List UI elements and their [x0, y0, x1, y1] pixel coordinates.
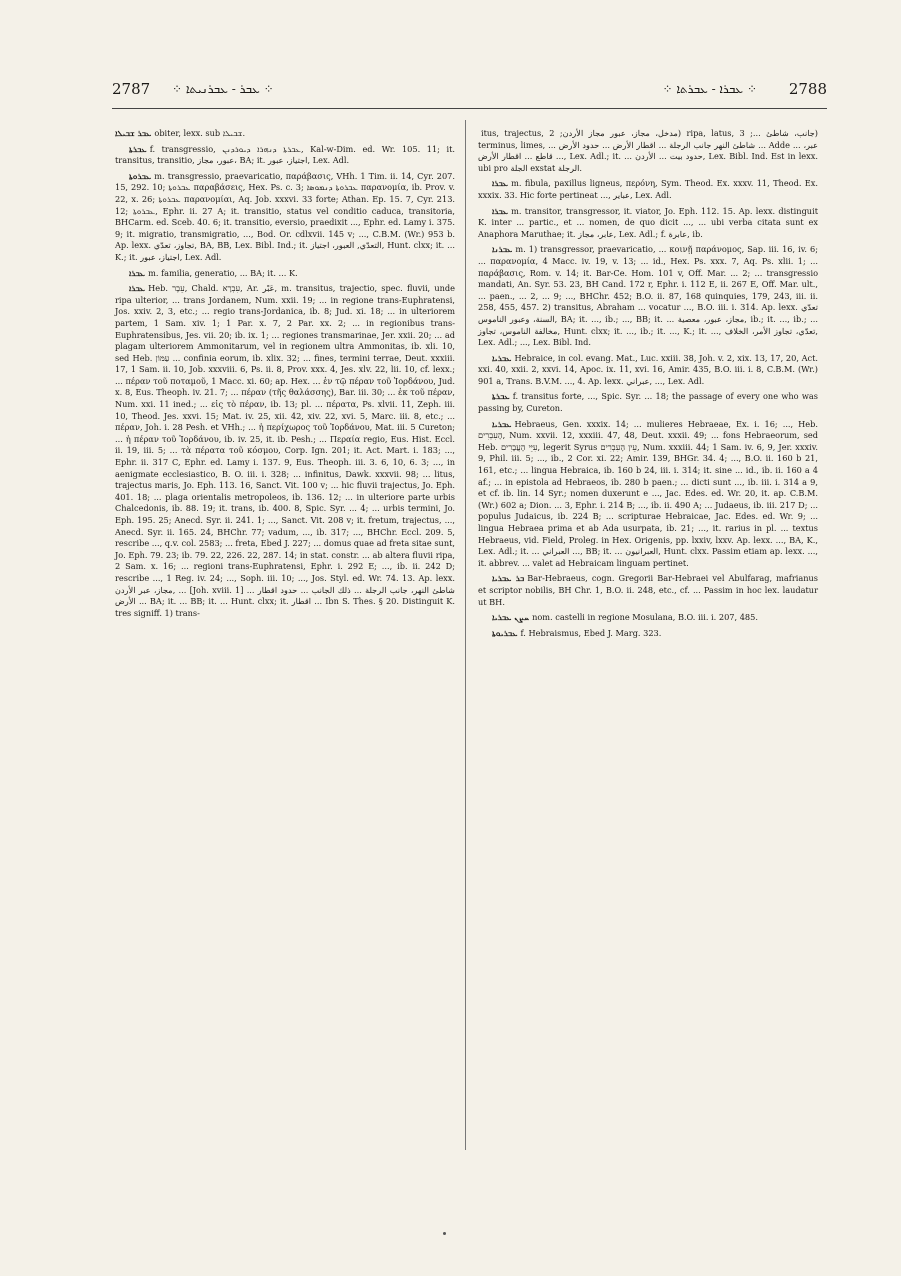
- left-column: [115, 128, 455, 623]
- entry-text: Bar-Hebraeus, cogn. Gregorii Bar-Hebraei vel Abulfarag, mafrianus et scriptor nobilis, BH Chr. 1, B.O. ii. 248, etc., cf. ... Passim in hoc lex. laudatur ut BH.: [478, 573, 818, 607]
- entry-text: f. transitus forte, ..., Spic. Syr. ... 18; the passage of every one who was passing by, Cureton.: [478, 391, 818, 414]
- entry-text: Hebraice, in col. evang. Mat., Luc. xxiii. 38, Joh. v. 2, xix. 13, 17, 20, Act. xxi. 40, xxii. 2, xxvi. 14, Apoc. ix. 11, xvi. 16, Amir. 435, B.O. iii. i. 8, C.B.M. (Wr.) 901 a, Trans. B.V.M. ..., 4. Ap. lexx. عبراني, ..., Lex. Adl.: [478, 352, 818, 386]
- entry-headword: ܥܒܪܐ: [492, 178, 509, 189]
- entry-text: m. fibula, paxillus ligneus, περόνη, Sym. Theod. Ex. xxxv. 11, Theod. Ex. xxxix. 33. Hic forte pertineat ..., عباير, Lex. Adl.: [478, 178, 818, 200]
- dictionary-entry: [478, 391, 818, 414]
- header-rule: [112, 108, 827, 109]
- entry-headword: ܥܒܪܬܐ: [492, 391, 510, 402]
- dictionary-entry: [478, 419, 818, 570]
- dictionary-entry: [478, 206, 818, 241]
- entry-text: itus, trajectus, مدخل، مجاز، عبور مجاز الأردن; 2) ripa, latus, جانب، شاطئ ...; 3) terminus, limes, ... شاطئ النهر جانب الرجلة ... اقطار الأرض ... حدود الأرض ... Adde ... عبر، قاطع ... اقطار الأرض ..., Lex. Adl.; it. ... حدود بيت ... الأردن, Lex. Bibl. Ind. Est in lexx. ubi pro الجلة exstat الرجلة.: [478, 128, 818, 173]
- dictionary-entry: [478, 353, 818, 388]
- running-head-left: ⁘ ܥܒܪ - ܥܒܪܢܝܬܐ ⁘: [172, 82, 274, 96]
- dictionary-entry: [478, 628, 818, 640]
- right-column: [478, 128, 818, 643]
- entry-headword: ܥܒܪܘܬܐ: [129, 170, 152, 181]
- entry-text: f. transgressio, ܥܒܪܬܐ ܕܢܗܪܐ ܕܝܘܪܕܢܢ, Kal-w-Dim. ed. Wr. 105. 11; it. transitus, transitio, عبور، مجاز، BA; it. اجتياز، عبور, Lex. Adl.: [115, 143, 455, 166]
- entry-headword: ܚܨܢ ܥܒܪܝܐ: [492, 612, 530, 623]
- entry-headword: ܥܒܪܝܘܬܐ: [492, 627, 518, 638]
- entry-headword: ܥܒܪܝܐ: [492, 352, 512, 363]
- entry-headword: ܥܒܪ ܫܒܝܠܐ: [115, 128, 152, 138]
- entry-headword: ܥܒܪܐ: [129, 283, 146, 294]
- entry-headword: ܥܒܪܐ: [129, 267, 146, 278]
- entry-headword: ܥܒܪܬܐ: [129, 143, 147, 154]
- entry-text: m. transitor, transgressor, it. viator, Jo. Eph. 112. 15. Ap. lexx. distinguit K. inter ... partic., et ... nomen, de quo dicit ..., ... ubi verba citata sunt ex Anaphora Maruthae; it. عابر، مجاز, Lex. Adl.; f. عابرة, ib.: [478, 205, 818, 239]
- entry-headword: ܒܪ ܥܒܪܝܐ: [492, 573, 525, 584]
- dictionary-entry: [478, 573, 818, 608]
- entry-text: nom. castelli in regione Mosulana, B.O. iii. i. 207, 485.: [532, 612, 758, 623]
- entry-headword: ܥܒܪܢܐ: [492, 244, 513, 255]
- entry-text: Hebraeus, Gen. xxxix. 14; ... mulieres Hebraeae, Ex. i. 16; ..., Heb. הָעִבְרִים, Num. xxvii. 12, xxxiii. 47, 48, Deut. xxxii. 49; ... fons Hebraeorum, sed Heb. עִיֵּי הָעֲבָרִים, legerit Syrus עֵין הָעִבְרִים, Num. xxxiii. 44; 1 Sam. iv. 6, 9, Jer. xxxiv. 9, Phil. iii. 5; ..., ib., 2 Cor. xi. 22; Amir. 139, BHGr. 34. 4; ..., B.O. ii. 160 b 21, 161, etc.; ... lingua Hebraica, ib. 160 b 24, iii. i. 314; it. sine ... id., ib. ii. 160 a 4 af.; ... in epistola ad Hebraeos, ib. 280 b paen.; ... dicti sunt ..., ib. iii. i. 314 a 9, et cf. ib. lin. 14 Syr.; nomen duxerunt e ..., Jac. Edes. ed. Wr. 20, it. ap. C.B.M. (Wr.) 602 a; Dion. ... 3, Ephr. i. 214 B; ..., ib. ii. 490 A; ... Judaeus, ib. iii. 217 D; ... populus Judaicus, ib. 224 B; ... scripturae Hebraicae, Jac. Edes. ed. Wr. 9; ... lingua Hebraea prima et ab Ada usurpata, ib. 21; ..., it. rarius in pl. ... textus Hebraeus, vid. Field, Proleg. in Hex. Origenis, pp. lxxiv, lxxv. Ap. lexx. ..., BA, K., Lex. Adl.; it. ... العبراني ..., BB; it. ... العبرانيون, Hunt. clxx. Passim etiam ap. lexx. ..., it. abbrev. ... valet ad Hebraicam linguam pertinet.: [478, 418, 818, 568]
- dictionary-entry: [478, 612, 818, 624]
- dictionary-entry: [115, 128, 455, 140]
- entry-headword: ܥܒܪܝܐ: [492, 418, 512, 429]
- running-head-right: ⁘ ܥܒܪܐ - ܥܒܪܬܐ ⁘: [662, 82, 757, 96]
- dictionary-entry: [478, 128, 818, 174]
- entry-text: m. 1) transgressor, praevaricatio, ... κοινῇ παράνομος, Sap. iii. 16, iv. 6; ... παρανομία, 4 Macc. iv. 19, v. 13; ... id., Hex. Ps. xxx. 7, Aq. Ps. xlii. 1; ... παράβασις, Rom. v. 14; it. Bar-Ce. Hom. 101 v, Off. Mar. ... 2; ... transgressio mandati, An. Syr. 53. 23, BH Cand. 172 r, Ephr. i. 112 E, ii. 267 E, Off. Mar. ult., ... paen., ... 2, ... 9; ..., BHChr. 452; B.O. ii. 87, 168 quinquies, 179, 243, iii. ii. 258, 455, 457. 2) transitus, Abraham ... vocatur ..., B.O. iii. i. 314. Ap. lexx. تعدّي السنة، وعبور الناموس, BA; it. ..., ib.; ..., BB; it. ... مجاز، عبور، معصية, ib.; it. ..., ib.; ... مخالفة الناموس، تجاوز, Hunt. clxx; it. ..., ib.; it. ..., K.; it. ..., تعدّي، تجاوز الأمر، الخلاف, Lex. Adl.; ..., Lex. Bibl. Ind.: [478, 244, 818, 348]
- dictionary-entry: [115, 268, 455, 280]
- page-mark: [443, 1232, 446, 1235]
- page-number-left: 2787: [112, 80, 151, 98]
- dictionary-entry: [478, 178, 818, 201]
- dictionary-entry: [115, 283, 455, 619]
- dictionary-entry: [115, 144, 455, 167]
- entry-headword: ܥܒܪܐ: [492, 205, 509, 216]
- entry-text: Heb. עֵבֶר, Chald. עִבְרָא, Ar. عَبْر, m. transitus, trajectio, spec. fluvii, unde ripa ulterior, ... trans Jordanem, Num. xxii. 19; ... in regione trans-Euphratensi, Jos. xxiv. 2, 3, etc.; ... regio trans-Jordanica, ib. 8; Jud. xi. 18; ... in ulteriorem partem, 1 Sam. xiv. 1; 1 Par. x. 7, 2 Par. xx. 2; ... in regionibus trans-Euphratensibus, Jes. vii. 20; ib. ix. 1; ... regiones transmarinae, Jer. xxii. 20; ... ad plagam ulteriorem Ammonitarum, vel in regionem ultra Ammonitas, ib. xli. 10, sed Heb. עַמּוֹן ... confinia eorum, ib. xlix. 32; ... fines, termini terrae, Deut. xxxiii. 17, 1 Sam. ii. 10, Job. xxxviii. 6, Ps. ii. 8, Prov. xxx. 4, Jes. xlv. 22, lii. 10, cf. lexx.; ... πέραν τοῦ ποταμοῦ, 1 Macc. xi. 60; ap. Hex. ... ἐν τῷ πέραν τοῦ Ἰορδάνου, Jud. x. 8, Eus. Theoph. iv. 21. 7; ... πέραν (τῆς θαλάσσης), Bar. iii. 30; ... ἐκ τοῦ πέραν, Num. xxi. 11 ined.; ... εἰς τὸ πέραν, ib. 13; pl. ... πέρατα, Ps. xlvii. 11, Zeph. iii. 10, Theod. Jes. xxvi. 15; Mat. iv. 25, xii. 42, xiv. 22, xvi. 5, Marc. iii. 8, etc.; ... πέραν, Joh. i. 28 Pesh. et VHh.; ... ἡ περίχωρος τοῦ Ἰορδάνου, Mat. iii. 5 Cureton; ... ἡ πέραν τοῦ Ἰορδάνου, ib. iv. 25, it. ib. Pesh.; ... Περαία regio, Eus. Hist. Eccl. ii. 19, iii. 5; ... τὰ πέρατα τοῦ κόσμου, Corp. Ign. 201; it. Act. Mart. i. 183; ..., Ephr. ii. 317 C, Ephr. ed. Lamy i. 137. 9, Eus. Theoph. iii. 3. 6, 10, 6. 3; ..., in aenigmate ecclesiastico, B. O. iii. i. 328; ... infinitus, Dawk. xxxvii. 98; ... litus, trajectus maris, Jo. Eph. 113. 16, Sanct. Vit. 100 v; ... hic fluvii trajectus, Jo. Eph. 401. 18; ... plaga orientalis metropoleos, ib. 136. 12; ... in ulteriore parte urbis Chalcedonis, ib. 88. 19; it. trans, ib. 400. 8, Spic. Syr. ... 4; ... urbis termini, Jo. Eph. 195. 25; Anecd. Syr. ii. 241. 1; ..., Sanct. Vit. 208 v; it. fretum, trajectus, ..., Anecd. Syr. ii. 165. 24, BHChr. 77; vadum, ..., ib. 317; ..., BHChr. Eccl. 209. 5, rescribe ..., q.v. col. 2583; ... freta, Ebed J. 227; ... domus quae ad freta sitae sunt, Jo. Eph. 79. 23; ib. 79. 22, 226. 22, 287. 14; in stat. constr. ... ab altera fluvii ripa, 2 Sam. x. 16; ... regioni trans-Euphratensi, Ephr. i. 292 E; ..., ib. ii. 242 D; rescribe ..., 1 Reg. iv. 24; ..., Soph. iii. 10; ..., Jos. Styl. ed. Wr. 74. 13. Ap. lexx. مجاز، عبر الأردن, ... [Joh. xviii. 1] ... شاطئ النهر، جانب الرجلة ... ذلك الجانب ... حدود اقطار الأرض ... BA; it. ... BB; it. ... Hunt. clxx; it. اقطار ... Ibn S. Thes. § 20. Distinguit K. tres signiff. 1) trans-: [115, 283, 455, 618]
- entry-text: m. transgressio, praevaricatio, παράβασις, VHh. 1 Tim. ii. 14, Cyr. 207. 15, 292. 10; ܥܒܪܘܬܐ παραβάσεις, Hex. Ps. c. 3; ܥܒܪܘܬܐ ܕܢܡܘܣܐ παρανομία, ib. Prov. v. 22, x. 26; ܥܒܪܘܬܐ παρανομίαι, Aq. Job. xxxvi. 33 forte; Athan. Ep. 15. 7, Cyr. 213. 12; ܥܒܪܘܬܐ, Ephr. ii. 27 A; it. transitio, status vel conditio caduca, transitoria, BHCarm. ed. Sceb. 40. 6; it. transitio, eversio, praedixit ..., Ephr. ed. Lamy i. 375. 9; it. migratio, transmigratio, ..., Bod. Or. cdlxvii. 145 v; ..., C.B.M. (Wr.) 953 b. Ap. lexx. تجاوز، تعدّي, BA, BB, Lex. Bibl. Ind.; it. التعدّي, العبور، اجتياز, Hunt. clxx; it. ... K.; it. اجتياز، عبور, Lex. Adl.: [115, 170, 456, 262]
- column-divider: [465, 120, 466, 1150]
- page-header: [112, 80, 827, 104]
- entry-text: m. familia, generatio, ... BA; it. ... K.: [148, 267, 298, 278]
- page-number-right: 2788: [788, 80, 827, 98]
- entry-text: f. Hebraismus, Ebed J. Marg. 323.: [520, 627, 662, 638]
- entry-text: obiter, lexx. sub ܫܒܝܠܐ.: [154, 128, 246, 138]
- dictionary-entry: [478, 244, 818, 348]
- dictionary-entry: [115, 171, 455, 264]
